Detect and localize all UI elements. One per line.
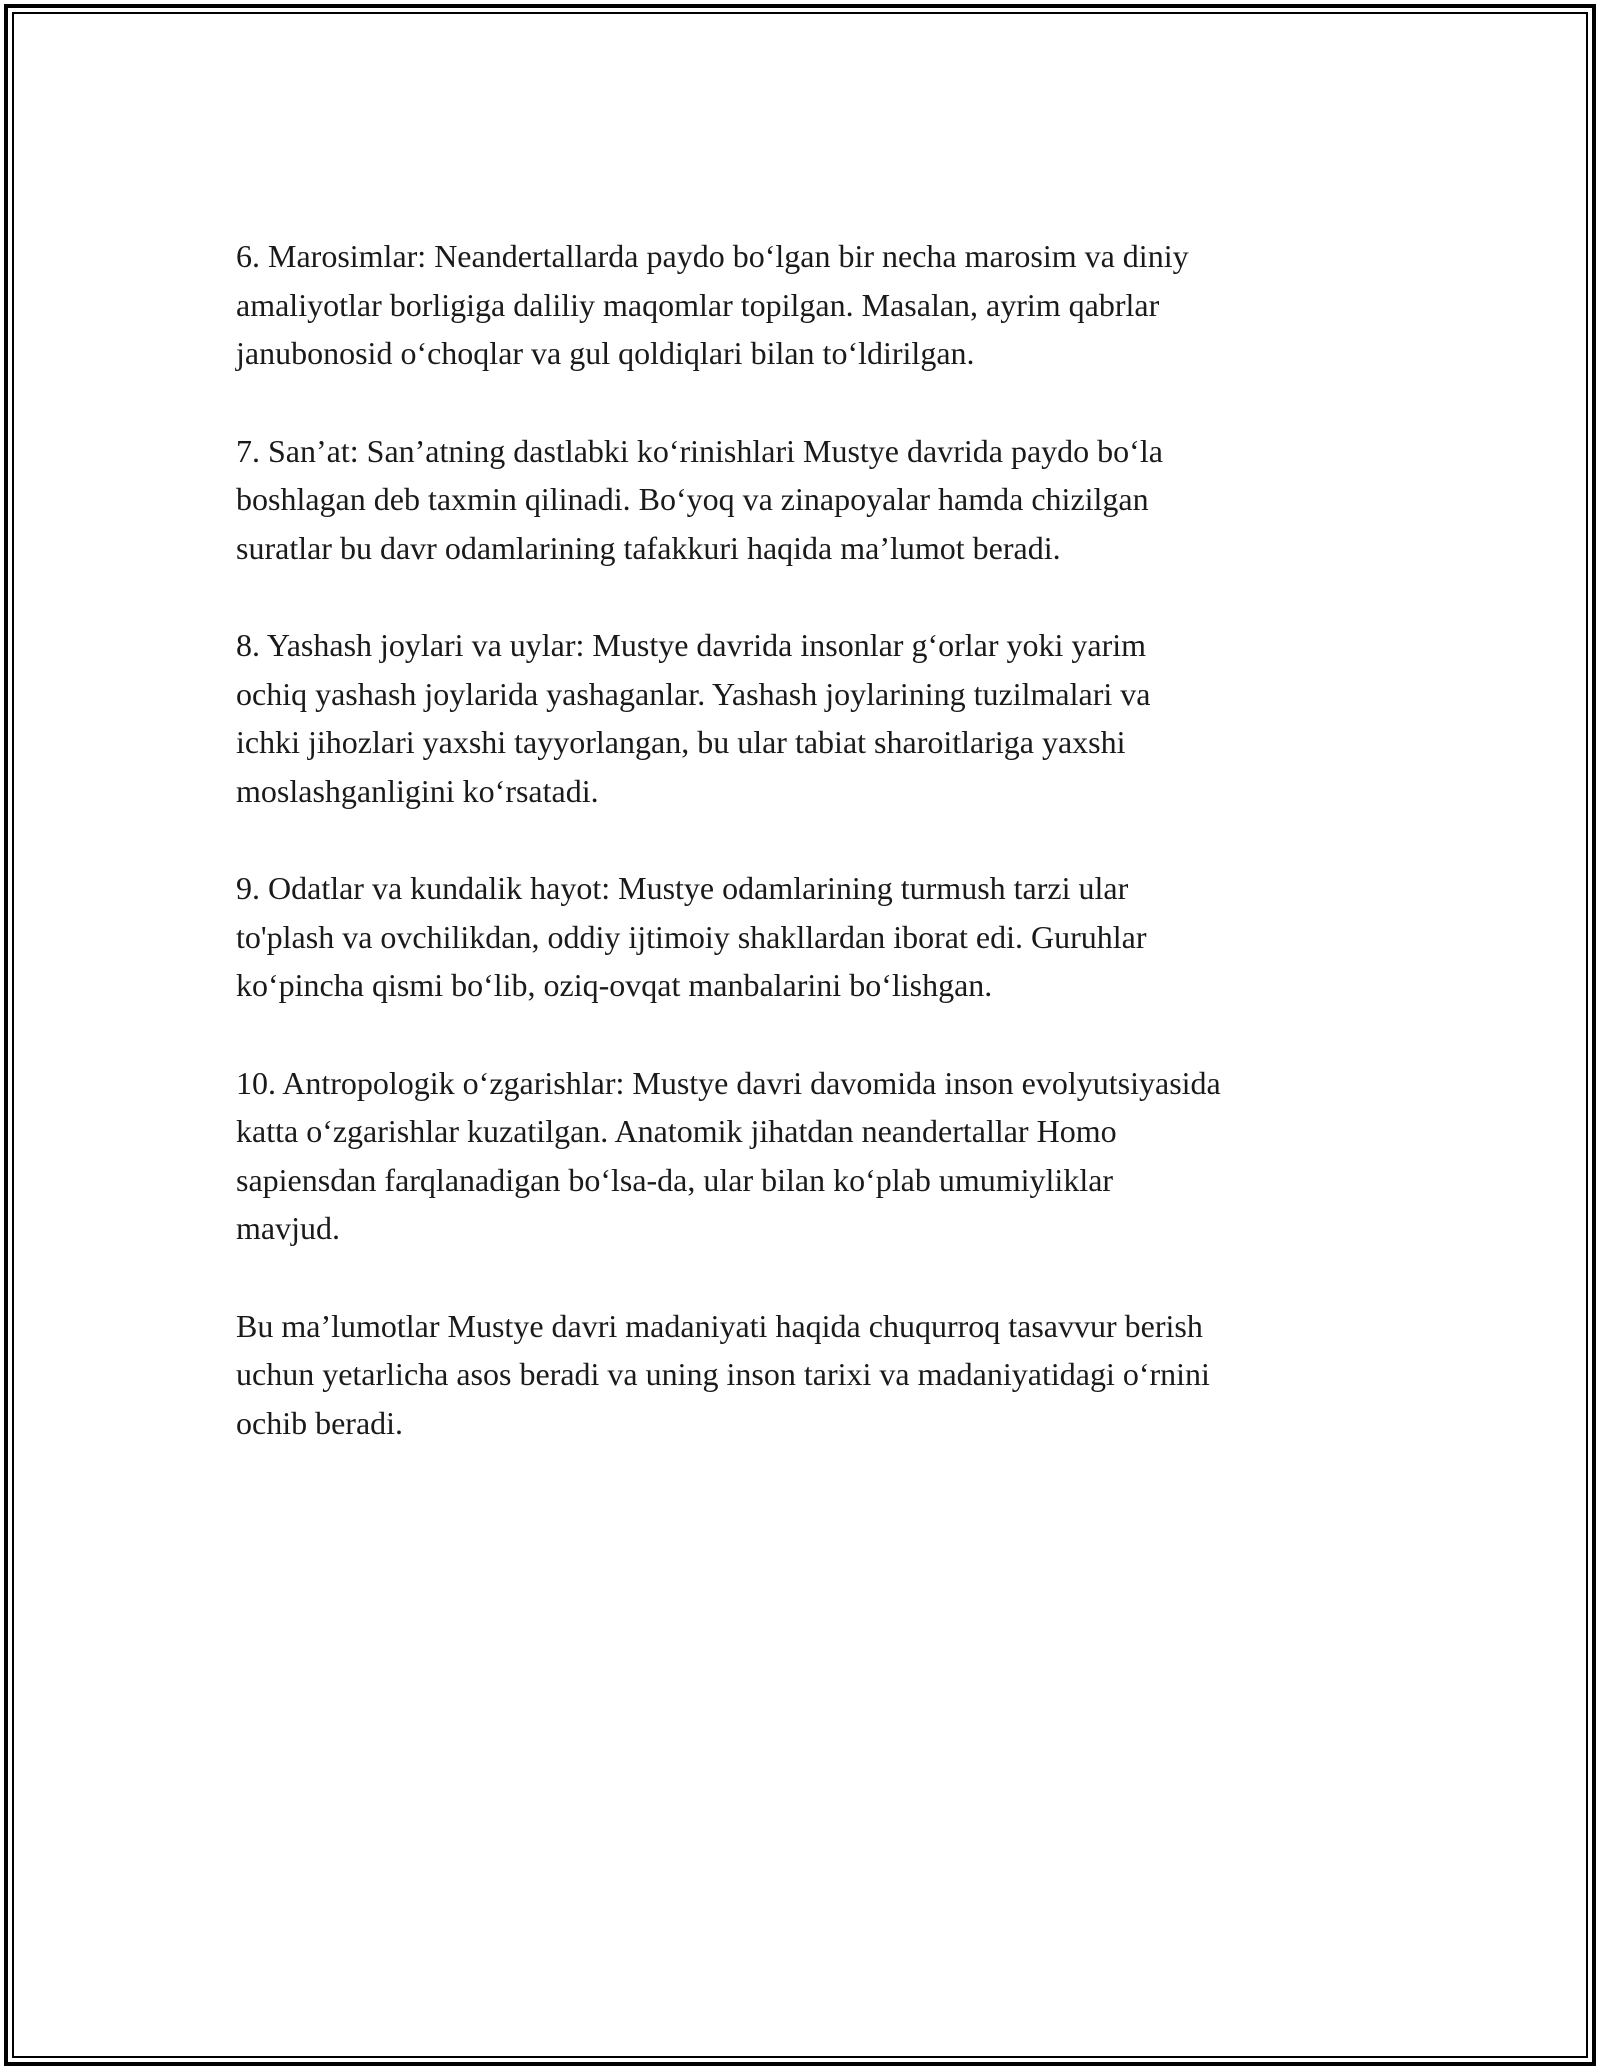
text-line: amaliyotlar borligiga daliliy maqomlar topilgan. Masalan, ayrim qabrlar bbox=[236, 286, 1160, 323]
text-line: sapiensdan farqlanadigan bo‘lsa-da, ular bilan ko‘plab umumiyliklar bbox=[236, 1161, 1114, 1198]
text-line: ochiq yashash joylarida yashaganlar. Yashash joylarining tuzilmalari va bbox=[236, 675, 1151, 712]
paragraph-antropologik bbox=[236, 1059, 1376, 1253]
document-body bbox=[236, 232, 1376, 1496]
text-line: ochib beradi. bbox=[236, 1404, 404, 1441]
text-line: 8. Yashash joylari va uylar: Mustye davrida insonlar g‘orlar yoki yarim bbox=[236, 627, 1147, 663]
text-line: 10. Antropologik o‘zgarishlar: Mustye davri davomida inson evolyutsiyasida bbox=[236, 1064, 1221, 1101]
text-line: to'plash va ovchilikdan, oddiy ijtimoiy shakllardan iborat edi. Guruhlar bbox=[236, 918, 1147, 955]
text-line: ichki jihozlari yaxshi tayyorlangan, bu ular tabiat sharoitlariga yaxshi bbox=[236, 724, 1126, 760]
text-line: uchun yetarlicha asos beradi va uning inson tarixi va madaniyatidagi o‘rnini bbox=[236, 1356, 1210, 1392]
text-line: ko‘pincha qismi bo‘lib, oziq-ovqat manbalarini bo‘lishgan. bbox=[236, 967, 993, 1003]
paragraph-odatlar bbox=[236, 864, 1376, 1010]
paragraph-conclusion bbox=[236, 1302, 1376, 1448]
text-line: 6. Marosimlar: Neandertallarda paydo bo‘lgan bir necha marosim va diniy bbox=[236, 238, 1189, 274]
paragraph-marosimlar bbox=[236, 232, 1376, 378]
text-line: mavjud. bbox=[236, 1210, 340, 1246]
text-line: 9. Odatlar va kundalik hayot: Mustye odamlarining turmush tarzi ular bbox=[236, 870, 1129, 906]
text-line: suratlar bu davr odamlarining tafakkuri haqida ma’lumot beradi. bbox=[236, 529, 1061, 566]
text-line: boshlagan deb taxmin qilinadi. Bo‘yoq va zinapoyalar hamda chizilgan bbox=[236, 481, 1149, 517]
text-line: moslashganligini ko‘rsatadi. bbox=[236, 772, 599, 809]
text-line: 7. San’at: San’atning dastlabki ko‘rinishlari Mustye davrida paydo bo‘la bbox=[236, 432, 1163, 469]
paragraph-yashash-joylari bbox=[236, 621, 1376, 815]
text-line: janubonosid o‘choqlar va gul qoldiqlari bilan to‘ldirilgan. bbox=[236, 335, 975, 371]
text-line: Bu ma’lumotlar Mustye davri madaniyati haqida chuqurroq tasavvur berish bbox=[236, 1307, 1203, 1344]
text-line: katta o‘zgarishlar kuzatilgan. Anatomik jihatdan neandertallar Homo bbox=[236, 1113, 1117, 1149]
paragraph-sanat bbox=[236, 427, 1376, 573]
